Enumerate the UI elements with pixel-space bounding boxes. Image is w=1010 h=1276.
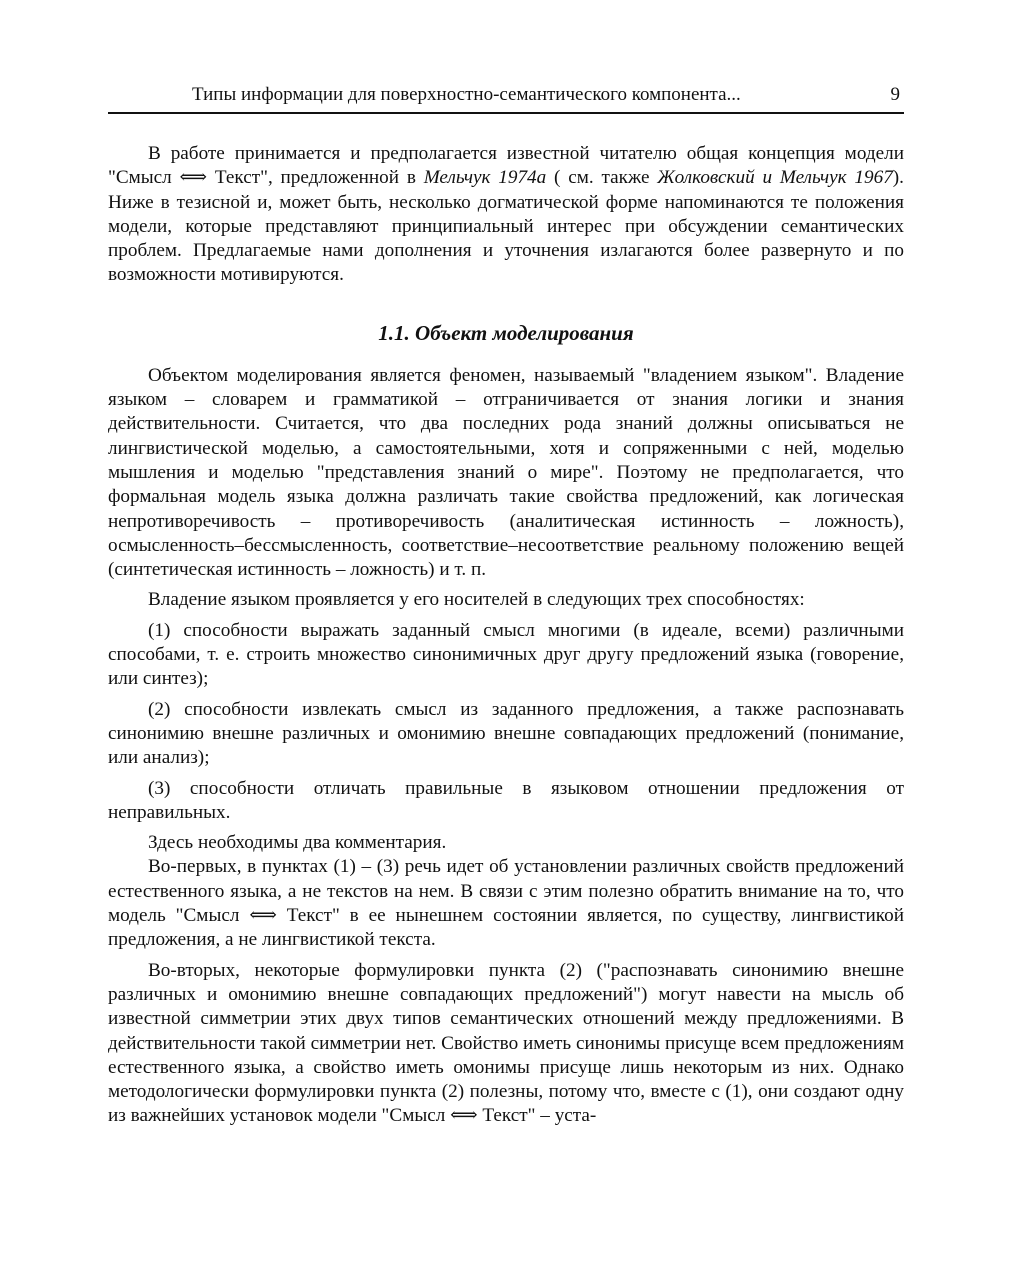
list-item-2: (2) способности извлекать смысл из заданного предложения, а также распознавать синонимию внешне различных и омонимию внешне совпадающих предложений (понимание, или анализ);: [108, 698, 904, 769]
list-item-3: (3) способности отличать правильные в языковом отношении предложения от неправильных.: [108, 777, 904, 823]
running-header: [108, 80, 904, 110]
citation-melchuk-1974a: Мельчук 1974а: [423, 167, 547, 189]
intro-text-1: В работе принимается и предполагается известной читателю общая концепция модели "Смысл ⟺ Текст", предложенной в: [108, 143, 904, 189]
page-number: 9: [890, 84, 900, 105]
intro-paragraph: [108, 142, 904, 288]
paragraph-abilities-intro: Владение языком проявляется у его носителей в следующих трех способностях:: [148, 589, 805, 611]
book-page: [108, 80, 904, 1129]
header-rule: [108, 112, 904, 114]
paragraph-first-comment: Во-первых, в пунктах (1) – (3) речь идет об установлении различных свойств предложений естественного языка, а не текстов на нем. В связи с этим полезно обратить внимание на то, что модель "Смысл ⟺ Текст" в ее нынешнем состоянии является, по существу, лингвистикой предложения, а не лингвистикой текста.: [108, 856, 904, 951]
page-body: [108, 142, 904, 1129]
citation-zholkovsky-melchuk-1967: Жолковский и Мельчук 1967: [657, 167, 893, 189]
paragraph-second-comment: Во-вторых, некоторые формулировки пункта (2) ("распознавать синонимию внешне различных и омонимию внешне совпадающих предложений") могут навести на мысль об известной симметрии этих двух типов семантических отношений между предложениями. В действительности такой симметрии нет. Свойство иметь синонимы присуще всем предложениям естественного языка, а свойство иметь омонимы присуще лишь некоторым из них. Однако методологически формулировки пункта (2) полезны, потому что, вместе с (1), они создают одну из важнейших установок модели "Смысл ⟺ Текст" – уста-: [108, 959, 904, 1127]
intro-text-3: ). Ниже в тезисной и, может быть, несколько догматической форме напоминаются те положения модели, которые представляют принципиальный интерес при обсуждении семантических проблем. Предлагаемые нами дополнения и уточнения излагаются более развернуто и по возможности мотивируются.: [108, 167, 904, 286]
list-item-1: (1) способности выражать заданный смысл многими (в идеале, всеми) различными способами, т. е. строить множество синонимичных друг другу предложений языка (говорение, или синтез);: [108, 619, 904, 690]
section-heading: 1.1. Объект моделирования: [378, 320, 634, 345]
running-header-title: Типы информации для поверхностно-семантического компонента...: [192, 84, 741, 105]
paragraph-object: Объектом моделирования является феномен, называемый "владением языком". Владение языком – словарем и грамматикой – отграничивается от знания логики и знания действительности. Считается, что два последних рода знаний должны описываться не лингвистической моделью, а самостоятельными, хотя и сопряженными с ней, моделью мышления и моделью "представления знаний о мире". Поэтому не предполагается, что формальная модель языка должна различать такие свойства предложений, как логическая непротиворечивость – противоречивость (аналитическая истинность – ложность), осмысленность–бессмысленность, соответствие–несоответствие реальному положению вещей (синтетическая истинность – ложность) и т. п.: [108, 364, 904, 581]
intro-text-2: ( см. также: [546, 167, 658, 189]
paragraph-comments-intro: Здесь необходимы два комментария.: [148, 832, 447, 854]
